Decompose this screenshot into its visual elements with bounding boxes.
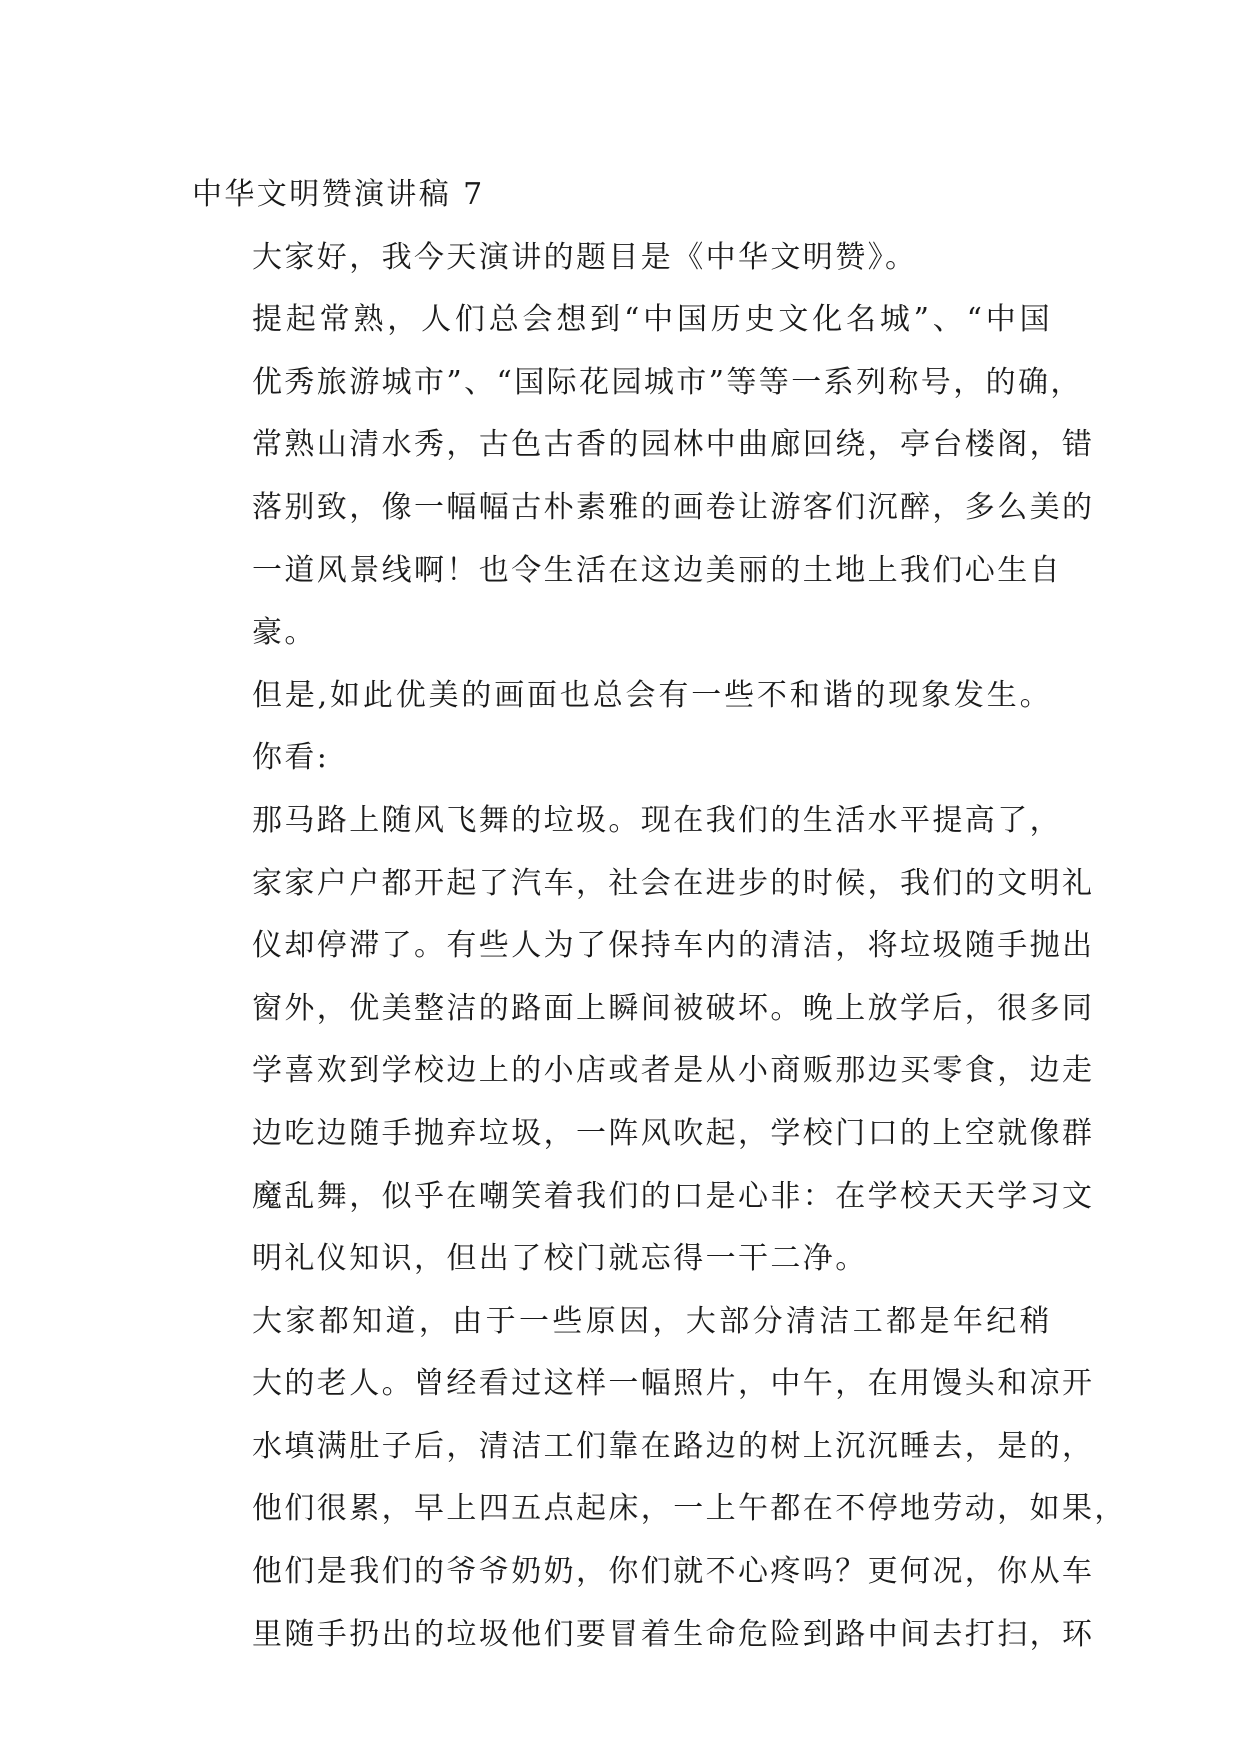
text-line: 优秀旅游城市”、“国际花园城市”等等一系列称号，的确， bbox=[252, 364, 1083, 400]
paragraph-changshu-intro bbox=[192, 289, 1095, 665]
text-line: 大的老人。曾经看过这样一幅照片，中午，在用馒头和凉开 bbox=[252, 1366, 1095, 1402]
text-line: 那马路上随风飞舞的垃圾。现在我们的生活水平提高了， bbox=[252, 802, 1062, 838]
text-line: 家家户户都开起了汽车，社会在进步的时候，我们的文明礼 bbox=[252, 865, 1095, 901]
text-line: 明礼仪知识，但出了校门就忘得一干二净。 bbox=[252, 1241, 868, 1277]
text-line: 大家好，我今天演讲的题目是《中华文明赞》。 bbox=[252, 239, 918, 275]
text-line: 窗外，优美整洁的路面上瞬间被破坏。晚上放学后，很多同 bbox=[252, 990, 1095, 1026]
paragraph-greeting bbox=[192, 227, 1052, 290]
paragraph-however bbox=[192, 665, 1052, 790]
text-line: 学喜欢到学校边上的小店或者是从小商贩那边买零食，边走 bbox=[252, 1053, 1095, 1089]
text-line: 仪却停滞了。有些人为了保持车内的清洁，将垃圾随手抛出 bbox=[252, 928, 1095, 964]
text-line: 一道风景线啊！也令生活在这边美丽的土地上我们心生自 bbox=[252, 552, 1062, 588]
text-line: 豪。 bbox=[252, 615, 317, 651]
document-body bbox=[192, 164, 1127, 1666]
text-line: 你看: bbox=[252, 740, 330, 776]
text-line: 常熟山清水秀，古色古香的园林中曲廊回绕，亭台楼阁，错 bbox=[252, 427, 1095, 463]
text-line: 他们很累，早上四五点起床，一上午都在不停地劳动，如果， bbox=[252, 1491, 1127, 1527]
text-line: 水填满肚子后，清洁工们靠在路边的树上沉沉睡去，是的， bbox=[252, 1428, 1095, 1464]
text-line: 魔乱舞，似乎在嘲笑着我们的口是心非：在学校天天学习文 bbox=[252, 1178, 1095, 1214]
text-line: 边吃边随手抛弃垃圾，一阵风吹起，学校门口的上空就像群 bbox=[252, 1115, 1095, 1151]
document-title: 中华文明赞演讲稿 7 bbox=[192, 177, 485, 212]
text-line: 落别致，像一幅幅古朴素雅的画卷让游客们沉醉，多么美的 bbox=[252, 489, 1095, 525]
paragraph-litter bbox=[192, 790, 1095, 1291]
text-line: 但是,如此优美的画面也总会有一些不和谐的现象发生。 bbox=[252, 677, 1052, 713]
paragraph-cleaners bbox=[192, 1291, 1127, 1667]
text-line: 提起常熟，人们总会想到“中国历史文化名城”、“中国 bbox=[252, 302, 1052, 338]
text-line: 他们是我们的爷爷奶奶，你们就不心疼吗？更何况，你从车 bbox=[252, 1554, 1095, 1590]
text-line: 里随手扔出的垃圾他们要冒着生命危险到路中间去打扫，环 bbox=[252, 1616, 1095, 1652]
text-line: 大家都知道，由于一些原因，大部分清洁工都是年纪稍 bbox=[252, 1303, 1052, 1339]
